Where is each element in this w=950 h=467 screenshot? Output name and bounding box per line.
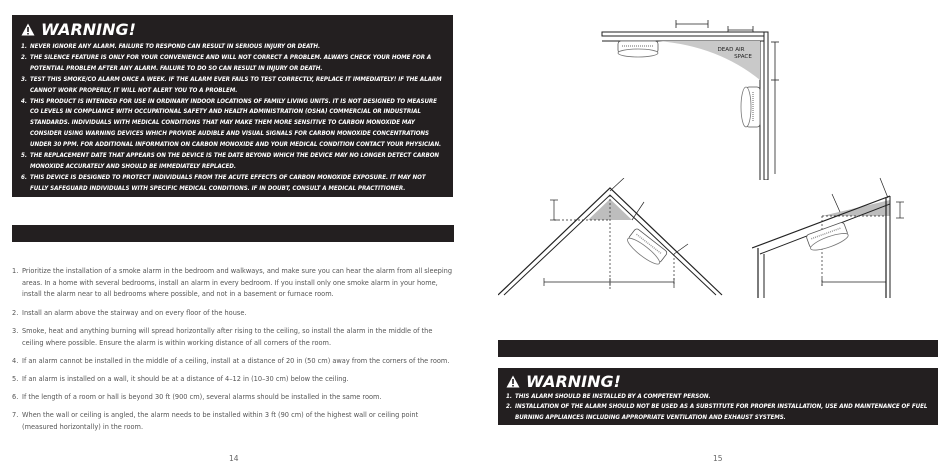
page-number: 14 xyxy=(229,454,239,463)
item-text: Smoke, heat and anything burning will spread horizontally after rising to the ceiling, so install the alarm in the middle of the ceiling where possible. Ensure the alarm is within working distance of all corners of the room. xyxy=(22,326,433,347)
item-text: THIS DEVICE IS DESIGNED TO PROTECT INDIVIDUALS FROM THE ACUTE EFFECTS OF CARBON MONOXIDE EXPOSURE. IT MAY NOT FULLY SAFEGUARD INDIVIDUALS WITH SPECIFIC MEDICAL CONDITIONS. IF IN DOUBT, CONSULT A MEDICAL PRACTITIONER. xyxy=(30,173,426,192)
item-number: 5. xyxy=(12,374,19,383)
item-text: When the wall or ceiling is angled, the alarm needs to be installed within 3 ft (90 cm) of the highest wall or ceiling point (measured horizontally) in the room. xyxy=(22,411,419,432)
warning-title xyxy=(21,19,444,40)
item-number: 2. xyxy=(21,53,27,61)
item-text: THE SILENCE FEATURE IS ONLY FOR YOUR CONVENIENCE AND WILL NOT CORRECT A PROBLEM. ALWAYS CHECK YOUR HOME FOR A POTENTIAL PROBLEM AFTER ANY ALARM. FAILURE TO DO SO CAN RESULT IN INJURY OR DEATH. xyxy=(30,53,432,72)
ceiling-wall-diagram xyxy=(598,14,798,180)
warning-item xyxy=(21,151,444,173)
list-item xyxy=(12,374,454,386)
item-text: THIS ALARM SHOULD BE INSTALLED BY A COMPETENT PERSON. xyxy=(515,393,711,400)
item-number: 4. xyxy=(21,97,27,105)
item-number: 6. xyxy=(12,393,19,402)
sloped-ceiling-alarm xyxy=(625,228,668,268)
warning-triangle-icon xyxy=(506,375,520,388)
item-text: NEVER IGNORE ANY ALARM. FAILURE TO RESPOND CAN RESULT IN SERIOUS INJURY OR DEATH. xyxy=(30,43,321,50)
section-header-bar xyxy=(12,225,454,242)
list-item xyxy=(12,308,454,320)
item-number: 5. xyxy=(21,152,27,160)
dead-air-label-1: DEAD AIR xyxy=(717,47,745,53)
item-text: If an alarm is installed on a wall, it should be at a distance of 4–12 in (10–30 cm) below the ceiling. xyxy=(22,374,349,383)
item-number: 6. xyxy=(21,173,27,181)
item-text: Prioritize the installation of a smoke alarm in the bedroom and walkways, and make sure you can hear the alarm from all sleeping areas. In a home with several bedrooms, install an alarm in every bedroom. If you install only one smoke alarm in your home, install the alarm near to all bedrooms where possible, and not in a basement or furnace room. xyxy=(22,267,453,299)
warning-item xyxy=(21,53,444,75)
list-item xyxy=(12,356,454,368)
item-number: 4. xyxy=(12,356,19,365)
warning-triangle-icon xyxy=(21,23,35,36)
warning-item xyxy=(21,97,444,152)
item-number: 2. xyxy=(12,308,19,317)
list-item xyxy=(12,392,454,404)
item-number: 1. xyxy=(506,393,512,400)
warning-item xyxy=(21,173,444,195)
item-number: 2. xyxy=(506,403,512,411)
warning-item xyxy=(506,392,930,402)
item-text: If the length of a room or hall is beyond 30 ft (900 cm), several alarms should be installed in the same room. xyxy=(22,393,382,402)
item-number: 3. xyxy=(12,326,19,335)
list-item xyxy=(12,326,454,349)
item-text: THE REPLACEMENT DATE THAT APPEARS ON THE DEVICE IS THE DATE BEYOND WHICH THE DEVICE MAY NO LONGER DETECT CARBON MONOXIDE ACCURATELY AND SHOULD BE IMMEDIATELY REPLACED. xyxy=(30,152,440,170)
warning-list xyxy=(21,42,444,195)
wall-alarm xyxy=(741,87,760,127)
item-number: 1. xyxy=(12,267,19,275)
warning-list xyxy=(506,392,930,423)
sloped-ceiling-alarm-2 xyxy=(806,222,850,254)
warning-item xyxy=(506,402,930,423)
item-text: TEST THIS SMOKE/CO ALARM ONCE A WEEK. IF THE ALARM EVER FAILS TO TEST CORRECTLY, REPLACE IT IMMEDIATELY! IF THE ALARM CANNOT WORK PROPERLY, IT WILL NOT ALERT YOU TO A PROBLEM. xyxy=(30,75,442,94)
warning-title xyxy=(506,371,930,392)
item-text: THIS PRODUCT IS INTENDED FOR USE IN ORDINARY INDOOR LOCATIONS OF FAMILY LIVING UNITS. IT IS NOT DESIGNED TO MEASURE CO LEVELS IN COMPLIANCE WITH OCCUPATIONAL SAFETY AND HEALTH ADMINISTRATION (OSHA) COMMERCIAL OR INDUSTRIAL STANDARDS. INDIVIDUALS WITH MEDICAL CONDITIONS THAT MAY MAKE THEM MORE SENSITIVE TO CARBON MONOXIDE MAY CONSIDER USING WARNING DEVICES WHICH PROVIDE AUDIBLE AND VISUAL SIGNALS FOR CARBON MONOXIDE CONCENTRATIONS UNDER 30 PPM. FOR ADDITIONAL INFORMATION ON CARBON MONOXIDE AND YOUR MEDICAL CONDITION CONTACT YOUR PHYSICIAN. xyxy=(30,97,442,149)
list-item xyxy=(12,410,454,433)
section-header-bar-right xyxy=(498,340,938,357)
item-text: INSTALLATION OF THE ALARM SHOULD NOT BE USED AS A SUBSTITUTE FOR PROPER INSTALLATION, USE AND MAINTENANCE OF FUEL BURNING APPLIANCES INCLUDING APPROPRIATE VENTILATION AND EXHAUST SYSTEMS. xyxy=(515,403,928,421)
warning-item xyxy=(21,42,444,53)
warning-title-text: WARNING! xyxy=(526,372,621,391)
item-text: If an alarm cannot be installed in the middle of a ceiling, install at a distance of 20 in (50 cm) away from the corners of the room. xyxy=(22,356,450,365)
item-text: Install an alarm above the stairway and on every floor of the house. xyxy=(22,308,247,317)
warning-box xyxy=(12,15,453,197)
dead-air-label-2: SPACE xyxy=(734,54,752,60)
warning-box-right xyxy=(498,368,938,425)
peaked-ceiling-diagram xyxy=(498,178,724,298)
item-number: 3. xyxy=(21,75,27,83)
sloped-ceiling-diagram xyxy=(752,176,912,298)
item-number: 7. xyxy=(12,411,19,420)
page-number-right: 15 xyxy=(713,454,723,463)
ceiling-alarm xyxy=(618,41,658,57)
warning-title-text: WARNING! xyxy=(41,20,136,39)
installation-instructions xyxy=(12,266,454,440)
item-number: 1. xyxy=(21,43,27,50)
warning-item xyxy=(21,75,444,97)
list-item xyxy=(12,266,454,301)
